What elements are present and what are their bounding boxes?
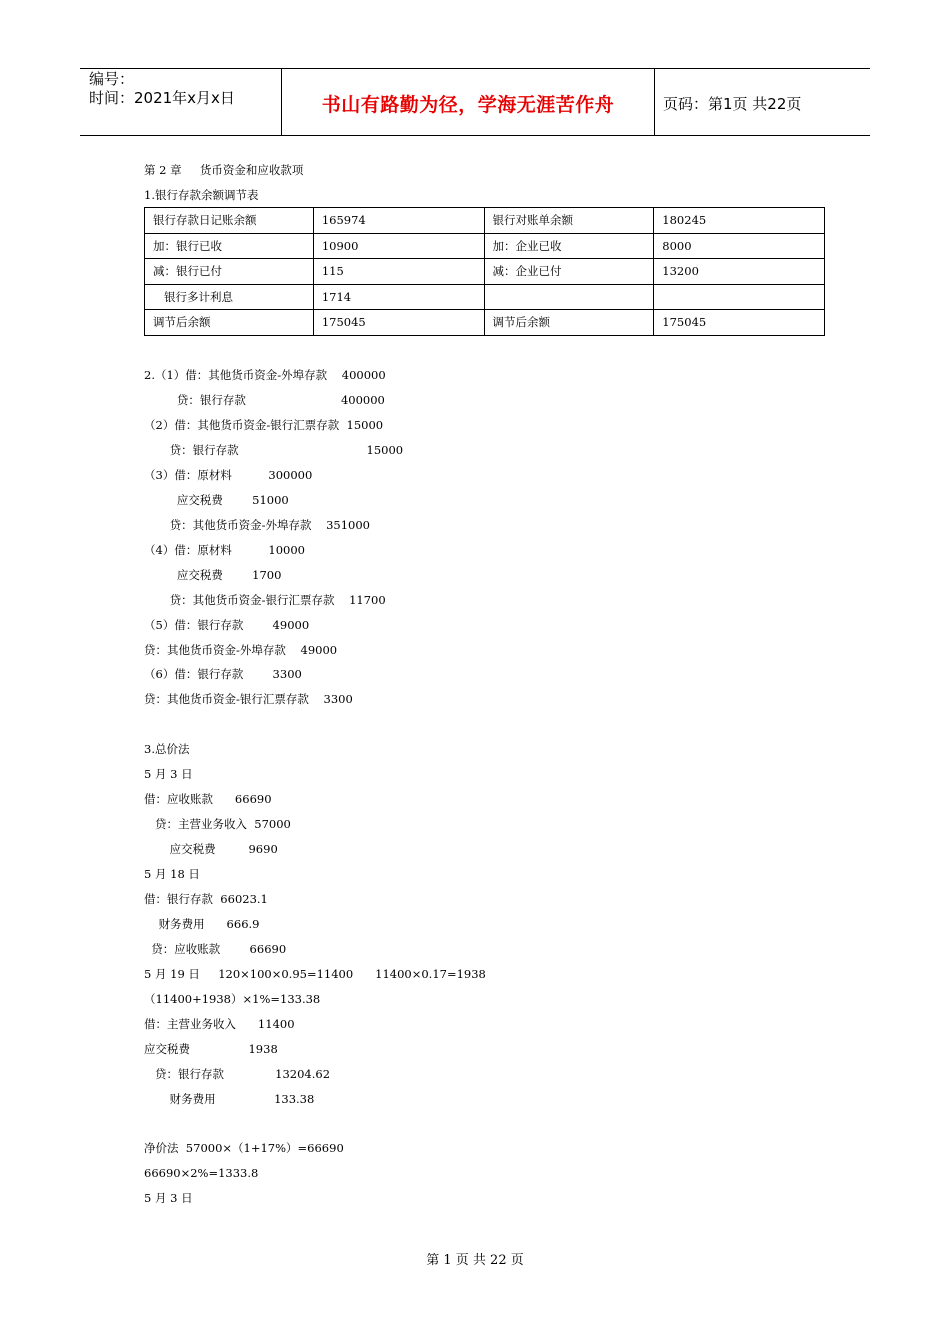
table-cell: 银行存款日记账余额 <box>145 208 314 234</box>
table-cell: 银行多计利息 <box>145 284 314 310</box>
bank-reconciliation-table <box>144 207 825 336</box>
journal-line: 贷：其他货币资金-银行汇票存款 11700 <box>144 592 386 607</box>
journal-line: 贷：银行存款 400000 <box>144 392 385 407</box>
table-cell <box>484 284 654 310</box>
journal-line: 2.（1）借：其他货币资金-外埠存款 400000 <box>144 368 386 382</box>
table-cell: 1714 <box>313 284 484 310</box>
doc-time-label: 时间：2021年x月x日 <box>89 89 235 107</box>
table-cell <box>654 284 825 310</box>
journal-line: 应交税费 9690 <box>144 842 278 856</box>
table-cell: 调节后余额 <box>484 310 654 336</box>
header-page-number: 页码：第1页 共22页 <box>663 95 802 113</box>
header-meta <box>89 70 235 108</box>
journal-line: （6）借：银行存款 3300 <box>144 667 302 682</box>
header-top-rule <box>80 68 870 69</box>
journal-line: 5 月 3 日 <box>144 1191 193 1206</box>
journal-line: 借：应收账款 66690 <box>144 792 272 807</box>
journal-line: 财务费用 666.9 <box>144 916 260 931</box>
table-cell: 银行对账单余额 <box>484 208 654 234</box>
table-cell: 调节后余额 <box>145 310 314 336</box>
journal-line: 5 月 3 日 <box>144 767 193 782</box>
table-cell: 加：银行已收 <box>145 233 314 259</box>
journal-line: 应交税费 51000 <box>144 492 289 507</box>
journal-line: 净价法 57000×（1+17%）=66690 <box>144 1141 344 1156</box>
table-row <box>145 259 825 285</box>
header-motto: 书山有路勤为径，学海无涯苦作舟 <box>321 94 615 116</box>
table-cell: 175045 <box>654 310 825 336</box>
header-divider-right <box>654 68 655 135</box>
journal-line: 借：银行存款 66023.1 <box>144 891 268 906</box>
journal-line: （5）借：银行存款 49000 <box>144 617 310 632</box>
journal-line: （3）借：原材料 300000 <box>144 467 313 482</box>
journal-line: 3.总价法 <box>144 742 190 757</box>
journal-line: 贷：应收账款 66690 <box>144 941 287 956</box>
journal-line: 贷：银行存款 13204.62 <box>144 1066 331 1081</box>
journal-line: （11400+1938）×1%=133.38 <box>144 991 321 1006</box>
journal-line: （4）借：原材料 10000 <box>144 542 305 557</box>
journal-line: 贷：银行存款 15000 <box>144 442 404 457</box>
journal-line: 5 月 19 日 120×100×0.95=11400 11400×0.17=1938 <box>144 966 486 981</box>
table-row <box>145 310 825 336</box>
table-cell: 减：企业已付 <box>484 259 654 285</box>
table-cell: 180245 <box>654 208 825 234</box>
journal-line: 贷：主营业务收入 57000 <box>144 817 291 832</box>
table-row <box>145 208 825 234</box>
table-cell: 115 <box>313 259 484 285</box>
table-cell: 13200 <box>654 259 825 285</box>
journal-line: 应交税费 1938 <box>144 1041 278 1056</box>
journal-line: 应交税费 1700 <box>144 567 282 582</box>
table-cell: 加：企业已收 <box>484 233 654 259</box>
footer-page-number: 第 1 页 共 22 页 <box>426 1253 524 1268</box>
journal-line: 贷：其他货币资金-外埠存款 351000 <box>144 517 370 532</box>
journal-line: 贷：其他货币资金-银行汇票存款 3300 <box>144 692 353 707</box>
header-bottom-rule <box>80 135 870 136</box>
journal-line: 66690×2%=1333.8 <box>144 1166 259 1181</box>
table-row <box>145 284 825 310</box>
table-row <box>145 233 825 259</box>
table-cell: 10900 <box>313 233 484 259</box>
table-cell: 减：银行已付 <box>145 259 314 285</box>
table-cell: 175045 <box>313 310 484 336</box>
table-cell: 8000 <box>654 233 825 259</box>
journal-line: 借：主营业务收入 11400 <box>144 1016 295 1031</box>
section-title: 1.银行存款余额调节表 <box>144 188 259 202</box>
journal-line: 5 月 18 日 <box>144 867 200 881</box>
journal-line: （2）借：其他货币资金-银行汇票存款 15000 <box>144 417 384 432</box>
journal-line: 财务费用 133.38 <box>144 1091 315 1106</box>
table-cell: 165974 <box>313 208 484 234</box>
doc-number-label: 编号： <box>89 70 135 88</box>
chapter-title: 第 2 章 货币资金和应收款项 <box>144 163 304 177</box>
journal-line: 贷：其他货币资金-外埠存款 49000 <box>144 642 338 657</box>
